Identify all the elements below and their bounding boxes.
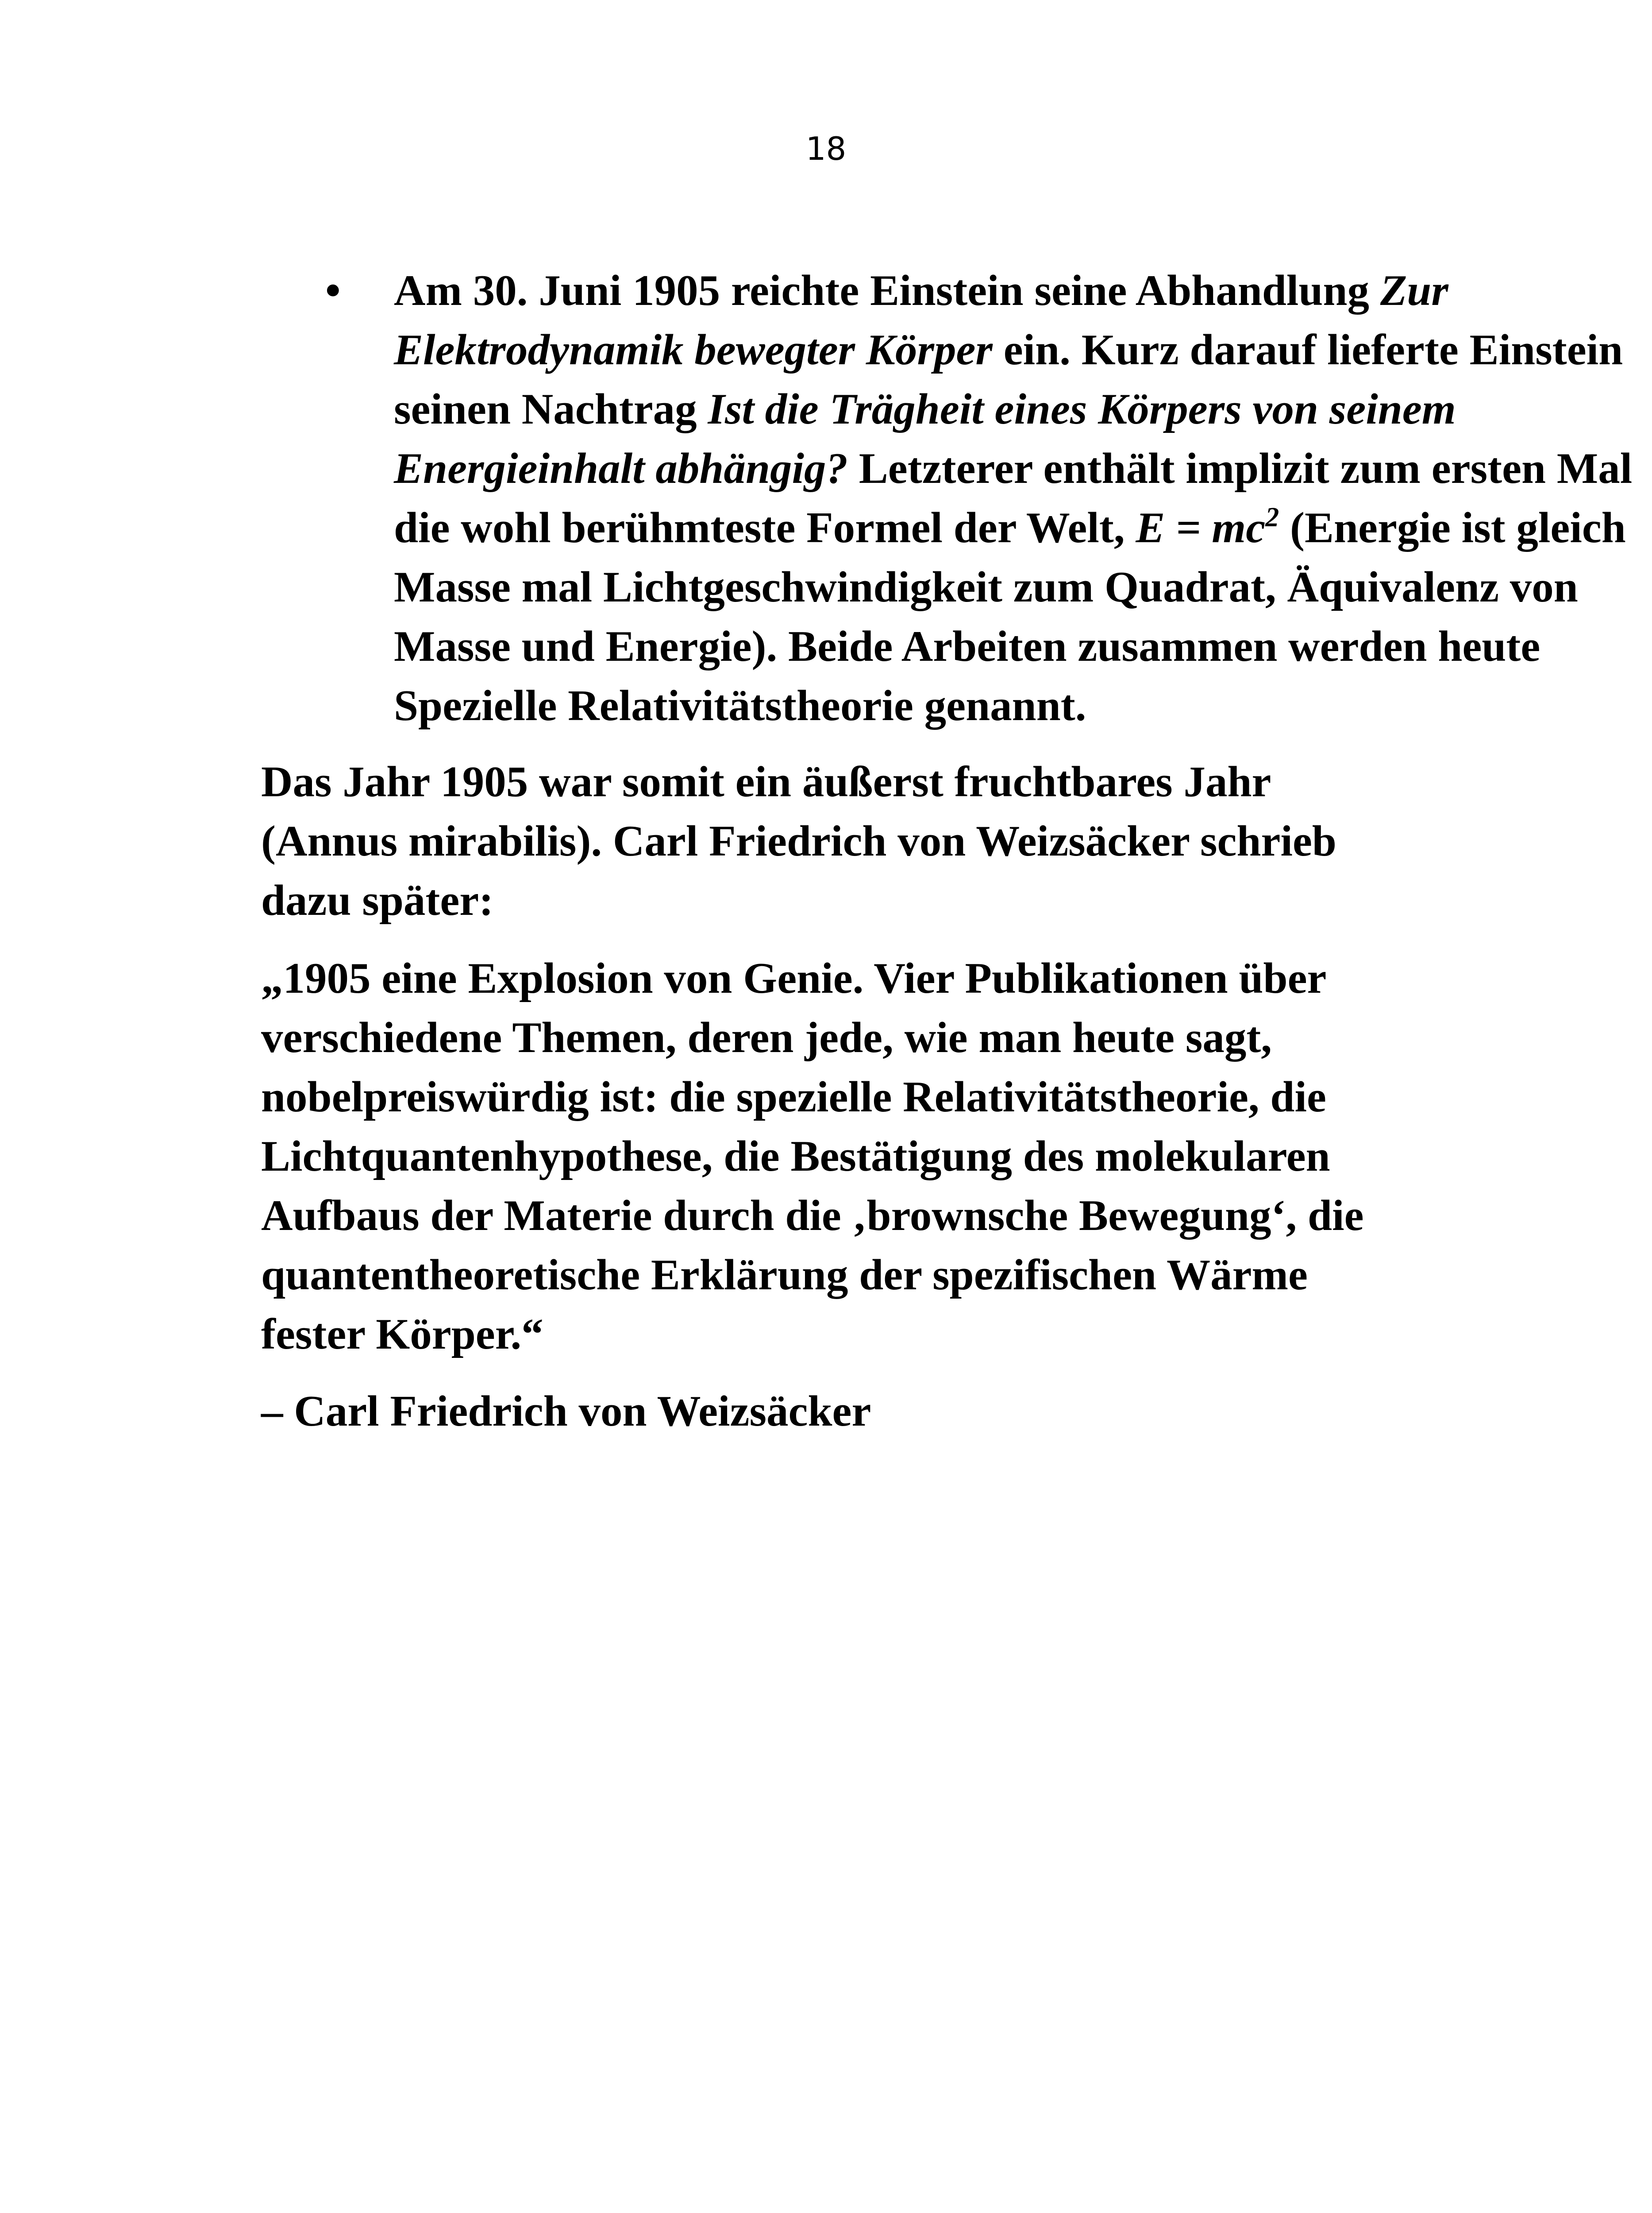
formula-base: E = mc (1136, 504, 1266, 552)
bullet-text-part-2: ein. Kurz darauf lieferte Einstein seinen Nachtrag (394, 326, 1623, 433)
formula-exponent: 2 (1265, 502, 1279, 532)
bullet-text-part-1: Am 30. Juni 1905 reichte Einstein seine Abhandlung (394, 266, 1380, 315)
page-content (261, 261, 1633, 1441)
page-number: 18 (805, 130, 847, 167)
bullet-marker: • (325, 266, 341, 315)
bullet-item (261, 261, 1633, 736)
bullet-text-part-4: (Energie ist gleich Masse mal Lichtgeschwindigkeit zum Quadrat, Äquivalenz von Masse und Energie). Beide Arbeiten zusammen werden heute Spezielle Relativitätstheorie genannt. (394, 504, 1626, 730)
paragraph-annus-mirabilis: Das Jahr 1905 war somit ein äußerst fruchtbares Jahr (Annus mirabilis). Carl Friedrich von Weizsäcker schrieb dazu später: (261, 758, 1336, 925)
bullet-text (394, 261, 1652, 736)
quote-paragraph: „1905 eine Explosion von Genie. Vier Publikationen über verschiedene Themen, deren jede, wie man heute sagt, nobelpreiswürdig ist: die spezielle Relativitätstheorie, die Lichtquantenhypothese, die Bestätigung des molekularen Aufbaus der Materie durch die ‚brownsche Bewegung‘, die quantentheoretische Erklärung der spezifischen Wärme fester Körper.“ (261, 954, 1364, 1358)
formula (1136, 504, 1279, 552)
work-title-elektrodynamik: Zur Elektrodynamik bewegter Körper (394, 266, 1448, 374)
quote-attribution: – Carl Friedrich von Weizsäcker (261, 1387, 871, 1435)
work-title-traegheit: Ist die Trägheit eines Körpers von seinem Energieinhalt abhängig? (394, 385, 1456, 493)
bullet-text-part-3: Letzterer enthält implizit zum ersten Mal die wohl berühmteste Formel der Welt, (394, 444, 1633, 552)
